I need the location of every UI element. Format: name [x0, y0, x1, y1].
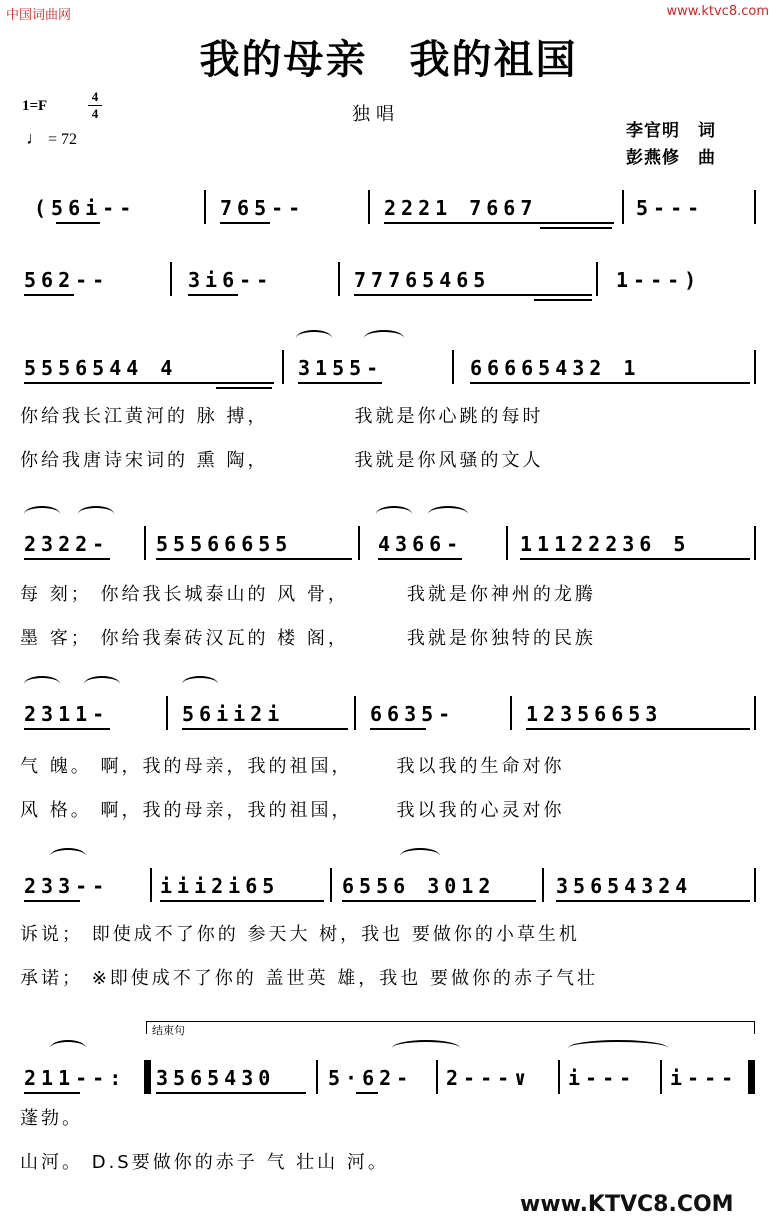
- staff-row-5: [20, 692, 757, 742]
- measure: 11122236 5: [520, 532, 691, 556]
- measure: (56i--: [34, 196, 137, 220]
- measure: 5·62-: [328, 1066, 414, 1090]
- measure: 5---: [636, 196, 705, 220]
- measure: 35654324: [556, 874, 693, 898]
- meter-top: 4: [91, 89, 99, 104]
- measure: 3155-: [298, 356, 384, 380]
- measure: i---: [670, 1066, 739, 1090]
- measure: 6556 3012: [342, 874, 496, 898]
- song-title: 我的母亲 我的祖国: [199, 37, 578, 83]
- lyric-line: 诉说； 即使成不了你的 参天大 树，我也 要做你的小草生机: [20, 924, 580, 945]
- performance-style: 独唱: [352, 104, 400, 125]
- lyric-line: 风 格。 啊，我的母亲，我的祖国， 我以我的心灵对你: [20, 800, 565, 821]
- ending-bracket: [146, 1021, 755, 1034]
- tempo-value: = 72: [48, 131, 78, 148]
- watermark-bottom[interactable]: www.KTVC8.COM: [520, 1192, 734, 1217]
- lyric-line: 蓬勃。: [20, 1108, 83, 1129]
- measure: 55566655: [156, 532, 293, 556]
- measure: 211--:: [24, 1066, 127, 1090]
- lyric-line: 每 刻； 你给我长城泰山的 风 骨， 我就是你神州的龙腾: [20, 584, 596, 605]
- measure: 5556544 4: [24, 356, 178, 380]
- measure: 56ii2i: [182, 702, 285, 726]
- lyricist-credit: 李官明 词: [626, 121, 716, 141]
- time-signature: [88, 90, 102, 121]
- lyric-line: 承诺； ※即使成不了你的 盖世英 雄，我也 要做你的赤子气壮: [20, 968, 598, 989]
- staff-row-1: [20, 186, 757, 236]
- measure: 2221 7667: [384, 196, 538, 220]
- key-signature: 1=F: [22, 98, 48, 114]
- measure: 1---): [616, 268, 702, 292]
- tempo-marking: [26, 128, 77, 149]
- staff-row-4: [20, 522, 757, 572]
- staff-row-2: [20, 258, 757, 308]
- measure: i---: [568, 1066, 637, 1090]
- measure: 3i6--: [188, 268, 274, 292]
- lyric-line: 墨 客； 你给我秦砖汉瓦的 楼 阁， 我就是你独特的民族: [20, 628, 596, 649]
- measure: 233--: [24, 874, 110, 898]
- watermark-left: 中国词曲网: [6, 8, 72, 23]
- measure: 6635-: [370, 702, 456, 726]
- quarter-note-icon: ♩: [26, 128, 44, 148]
- measure: 66665432 1: [470, 356, 641, 380]
- measure: 3565430: [156, 1066, 276, 1090]
- measure: 2311-: [24, 702, 110, 726]
- ending-label: 结束句: [152, 1024, 185, 1037]
- measure: 77765465: [354, 268, 491, 292]
- lyric-line: 你给我唐诗宋词的 熏 陶， 我就是你风骚的文人: [20, 450, 544, 471]
- staff-row-6: [20, 864, 757, 914]
- staff-row-3: [20, 346, 757, 396]
- staff-row-7: [20, 1056, 757, 1106]
- measure: 4366-: [378, 532, 464, 556]
- watermark-right[interactable]: www.ktvc8.com: [666, 4, 769, 19]
- measure: 562--: [24, 268, 110, 292]
- measure: 765--: [220, 196, 306, 220]
- composer-credit: 彭燕修 曲: [626, 148, 716, 168]
- lyric-line: 你给我长江黄河的 脉 搏， 我就是你心跳的每时: [20, 406, 544, 427]
- measure: 2322-: [24, 532, 110, 556]
- meter-bottom: 4: [91, 106, 99, 121]
- measure: iii2i65: [160, 874, 280, 898]
- lyric-line: 山河。 D.S要做你的赤子 气 壮山 河。: [20, 1152, 389, 1173]
- measure: 12356653: [526, 702, 663, 726]
- lyric-line: 气 魄。 啊，我的母亲，我的祖国， 我以我的生命对你: [20, 756, 565, 777]
- measure: 2---∨: [446, 1066, 532, 1090]
